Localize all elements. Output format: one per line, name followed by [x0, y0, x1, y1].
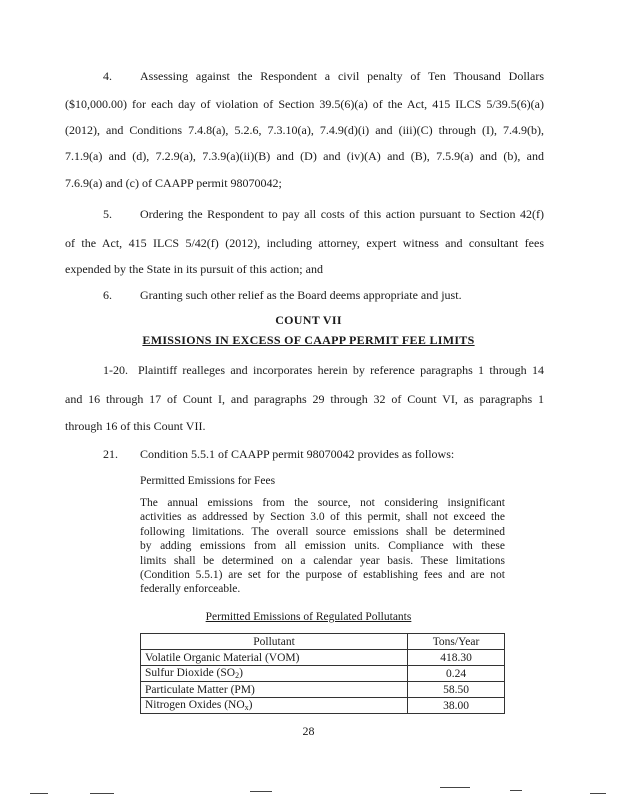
table-header-row	[141, 634, 505, 650]
scan-mark	[510, 790, 522, 791]
para-4-line: 7.6.9(a) and (c) of CAAPP permit 98070042;	[65, 176, 282, 190]
page-number: 28	[302, 724, 315, 738]
para-5-line: expended by the State in its pursuit of this action; and	[65, 262, 323, 276]
pollutant-name: Sulfur Dioxide (SO	[145, 667, 236, 679]
scan-mark	[440, 787, 470, 788]
pollutant-subscript: x	[244, 703, 249, 712]
header-tons-per-year: Tons/Year	[408, 634, 505, 650]
para-4-line: (2012), and Conditions 7.4.8(a), 5.2.6, 7.3.10(a), 7.4.9(d)(i) and (iii)(C) through (I), 7.4.9(b),	[65, 123, 544, 137]
para-6-line: Granting such other relief as the Board deems appropriate and just.	[140, 288, 462, 302]
para-4-number: 4.	[103, 69, 112, 83]
table-row	[141, 698, 505, 714]
para-4-line: Assessing against the Respondent a civil penalty of Ten Thousand Dollars	[140, 69, 544, 83]
scan-mark	[90, 793, 114, 794]
para-5-line: of the Act, 415 ILCS 5/42(f) (2012), including attorney, expert witness and consultant fees	[65, 236, 544, 250]
pollutant-tail: )	[248, 699, 253, 711]
quote-line: limits shall be determined on a calendar year basis. These limitations	[140, 555, 505, 567]
para-1-20-number: 1-20.	[103, 363, 128, 377]
scan-mark	[590, 793, 606, 794]
pollutant-cell: Volatile Organic Material (VOM)	[141, 650, 408, 666]
value-cell: 58.50	[408, 682, 505, 698]
quote-line: federally enforceable.	[140, 583, 241, 595]
value-cell: 418.30	[408, 650, 505, 666]
header-pollutant: Pollutant	[141, 634, 408, 650]
para-1-20-line: Plaintiff realleges and incorporates herein by reference paragraphs 1 through 14	[138, 363, 544, 377]
quote-line: following limitations. The overall source emissions shall be determined	[140, 526, 505, 538]
pollutant-name: Nitrogen Oxides (NO	[145, 699, 245, 711]
para-1-20-line: and 16 through 17 of Count I, and paragraphs 29 through 32 of Count VI, as paragraphs 1	[65, 392, 544, 406]
para-6-number: 6.	[103, 288, 112, 302]
para-21-number: 21.	[103, 447, 118, 461]
para-1-20-line: through 16 of this Count VII.	[65, 419, 206, 433]
quote-line: activities as addressed by Section 3.0 of this permit, shall not exceed the	[140, 511, 505, 523]
quote-line: The annual emissions from the source, not considering insignificant	[140, 497, 505, 509]
quote-line: (Condition 5.5.1) are set for the purpose of establishing fees and are not	[140, 569, 505, 581]
para-5-line: Ordering the Respondent to pay all costs of this action pursuant to Section 42(f)	[140, 207, 544, 221]
scan-mark	[30, 793, 48, 794]
count-title: COUNT VII	[275, 313, 342, 327]
table-row	[141, 682, 505, 698]
table-row	[141, 650, 505, 666]
para-4-line: 7.1.9(a) and (d), 7.2.9(a), 7.3.9(a)(ii)(B) and (D) and (iv)(A) and (B), 7.5.9(a) and (b), and	[65, 149, 544, 163]
pollutant-cell	[141, 666, 408, 682]
pollutant-subscript: 2	[235, 671, 240, 680]
para-21-text: Condition 5.5.1 of CAAPP permit 98070042 provides as follows:	[140, 447, 455, 461]
para-4-line: ($10,000.00) for each day of violation of Section 39.5(6)(a) of the Act, 415 ILCS 5/39.5(6)(a)	[65, 97, 544, 111]
emissions-table	[140, 633, 505, 714]
pollutant-tail: )	[239, 667, 243, 679]
value-cell: 0.24	[408, 666, 505, 682]
table-caption: Permitted Emissions of Regulated Pollutants	[205, 611, 412, 623]
quote-line: by adding emissions from all emission units. Compliance with these	[140, 540, 505, 552]
quote-title: Permitted Emissions for Fees	[140, 475, 276, 487]
pollutant-cell: Particulate Matter (PM)	[141, 682, 408, 698]
scan-mark	[250, 791, 272, 792]
table-row	[141, 666, 505, 682]
value-cell: 38.00	[408, 698, 505, 714]
pollutant-cell	[141, 698, 408, 714]
para-5-number: 5.	[103, 207, 112, 221]
count-subtitle: EMISSIONS IN EXCESS OF CAAPP PERMIT FEE LIMITS	[142, 333, 475, 347]
